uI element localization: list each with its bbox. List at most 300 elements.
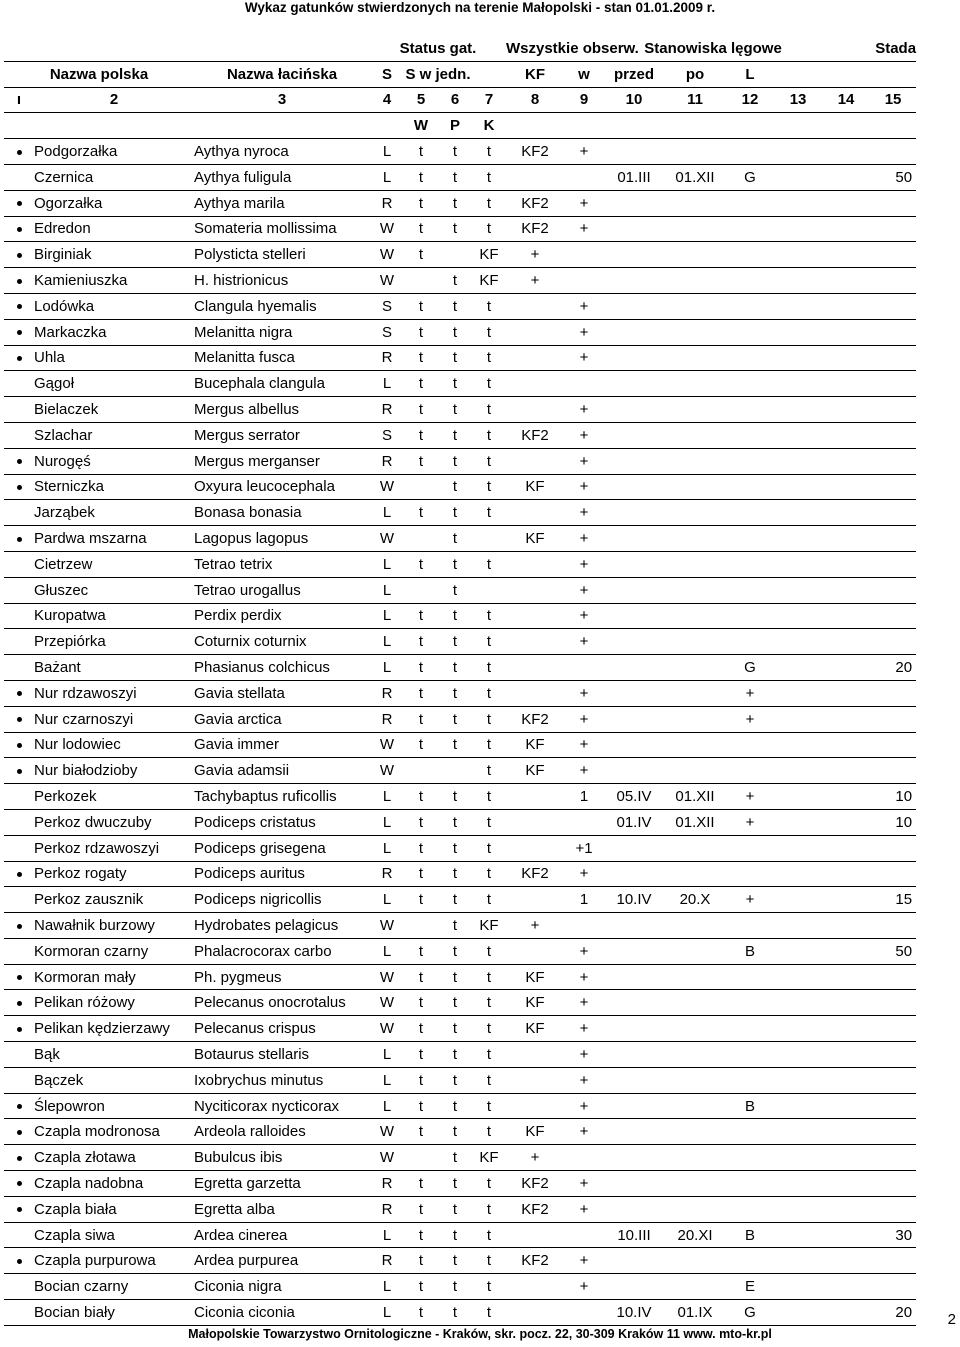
table-cell: + bbox=[564, 526, 604, 552]
stada-value bbox=[870, 758, 916, 784]
latin-name: Ciconia ciconia bbox=[194, 1300, 370, 1326]
column-number: 3 bbox=[194, 87, 370, 113]
table-cell: t bbox=[472, 345, 506, 371]
table-cell bbox=[726, 913, 774, 939]
page-footer: Małopolskie Towarzystwo Ornitologiczne - Kraków, skr. pocz. 22, 30-309 Kraków 11 www. mto-kr.pl bbox=[188, 1327, 772, 1341]
table-cell: + bbox=[564, 1067, 604, 1093]
table-cell: W bbox=[370, 732, 404, 758]
table-cell: t bbox=[438, 268, 472, 294]
table-cell: t bbox=[472, 319, 506, 345]
table-cell bbox=[404, 474, 438, 500]
table-cell: t bbox=[438, 1119, 472, 1145]
bullet-dot-icon bbox=[17, 924, 22, 929]
table-row bbox=[4, 680, 916, 706]
table-cell: t bbox=[438, 1042, 472, 1068]
stada-value bbox=[870, 964, 916, 990]
table-cell: W bbox=[370, 1119, 404, 1145]
table-cell bbox=[604, 1042, 664, 1068]
bullet-dot-icon bbox=[17, 975, 22, 980]
polish-name: Kuropatwa bbox=[34, 603, 194, 629]
table-cell: t bbox=[404, 1067, 438, 1093]
table-row bbox=[4, 1196, 916, 1222]
polish-name: Nur lodowiec bbox=[34, 732, 194, 758]
latin-name: Gavia arctica bbox=[194, 706, 370, 732]
bullet-dot-icon bbox=[17, 1104, 22, 1109]
latin-name: Podiceps cristatus bbox=[194, 809, 370, 835]
polish-name: Pardwa mszarna bbox=[34, 526, 194, 552]
table-cell: t bbox=[438, 1300, 472, 1326]
table-cell bbox=[726, 268, 774, 294]
stada-value: 50 bbox=[870, 938, 916, 964]
table-cell: t bbox=[472, 964, 506, 990]
latin-name: Podiceps nigricollis bbox=[194, 887, 370, 913]
table-cell: t bbox=[472, 861, 506, 887]
latin-name: Phasianus colchicus bbox=[194, 655, 370, 681]
polish-name: Nawałnik burzowy bbox=[34, 913, 194, 939]
table-cell bbox=[664, 242, 726, 268]
table-cell bbox=[822, 422, 870, 448]
table-cell: 1 bbox=[564, 784, 604, 810]
latin-name: Aythya marila bbox=[194, 190, 370, 216]
table-cell: t bbox=[404, 139, 438, 165]
table-cell: t bbox=[438, 448, 472, 474]
table-cell bbox=[506, 551, 564, 577]
bullet-cell bbox=[4, 216, 34, 242]
table-cell bbox=[822, 1119, 870, 1145]
table-cell: t bbox=[472, 397, 506, 423]
table-cell: t bbox=[438, 1067, 472, 1093]
table-cell bbox=[604, 268, 664, 294]
stada-value bbox=[870, 551, 916, 577]
table-cell bbox=[604, 964, 664, 990]
latin-name: Polysticta stelleri bbox=[194, 242, 370, 268]
header-k-col: K bbox=[472, 113, 506, 139]
table-cell: t bbox=[472, 474, 506, 500]
bullet-dot-icon bbox=[17, 485, 22, 490]
table-row bbox=[4, 319, 916, 345]
table-cell: 10.IV bbox=[604, 887, 664, 913]
table-cell: R bbox=[370, 345, 404, 371]
column-number: 14 bbox=[822, 87, 870, 113]
table-row bbox=[4, 345, 916, 371]
table-cell: L bbox=[370, 577, 404, 603]
table-cell bbox=[564, 164, 604, 190]
table-cell bbox=[774, 1248, 822, 1274]
table-cell: S bbox=[370, 319, 404, 345]
table-cell bbox=[564, 268, 604, 294]
table-cell: KF2 bbox=[506, 190, 564, 216]
table-cell bbox=[664, 938, 726, 964]
table-row bbox=[4, 242, 916, 268]
table-cell: t bbox=[472, 371, 506, 397]
table-cell bbox=[564, 242, 604, 268]
table-cell: L bbox=[370, 603, 404, 629]
table-cell: t bbox=[438, 629, 472, 655]
header-stada: Stada bbox=[822, 36, 916, 61]
table-cell bbox=[822, 629, 870, 655]
bullet-dot-icon bbox=[17, 1207, 22, 1212]
polish-name: Perkoz rogaty bbox=[34, 861, 194, 887]
bullet-cell bbox=[4, 1042, 34, 1068]
table-cell: W bbox=[370, 268, 404, 294]
bullet-cell bbox=[4, 345, 34, 371]
table-cell: W bbox=[370, 242, 404, 268]
column-number: 13 bbox=[774, 87, 822, 113]
stada-value bbox=[870, 139, 916, 165]
table-row bbox=[4, 603, 916, 629]
table-cell bbox=[404, 758, 438, 784]
table-cell bbox=[774, 1145, 822, 1171]
table-cell: 01.XII bbox=[664, 784, 726, 810]
bullet-cell bbox=[4, 268, 34, 294]
table-cell: t bbox=[438, 319, 472, 345]
table-cell bbox=[726, 964, 774, 990]
table-cell: + bbox=[564, 1248, 604, 1274]
bullet-dot-icon bbox=[17, 459, 22, 464]
stada-value bbox=[870, 242, 916, 268]
table-cell bbox=[822, 216, 870, 242]
polish-name: Lodówka bbox=[34, 293, 194, 319]
bullet-cell bbox=[4, 1093, 34, 1119]
table-cell: R bbox=[370, 706, 404, 732]
table-cell: L bbox=[370, 629, 404, 655]
table-cell bbox=[726, 758, 774, 784]
bullet-cell bbox=[4, 1222, 34, 1248]
table-cell bbox=[506, 1300, 564, 1326]
table-row bbox=[4, 938, 916, 964]
header-nazwa-lacinska: Nazwa łacińska bbox=[194, 61, 370, 87]
table-cell: KF bbox=[506, 758, 564, 784]
table-cell bbox=[472, 526, 506, 552]
table-row bbox=[4, 784, 916, 810]
table-cell bbox=[774, 706, 822, 732]
table-cell bbox=[726, 397, 774, 423]
table-cell: t bbox=[404, 1171, 438, 1197]
table-cell: t bbox=[438, 164, 472, 190]
latin-name: Melanitta fusca bbox=[194, 345, 370, 371]
table-cell: KF bbox=[472, 913, 506, 939]
latin-name: Somateria mollissima bbox=[194, 216, 370, 242]
table-cell bbox=[726, 732, 774, 758]
polish-name: Kamieniuszka bbox=[34, 268, 194, 294]
table-cell: R bbox=[370, 861, 404, 887]
stada-value bbox=[870, 913, 916, 939]
latin-name: H. histrionicus bbox=[194, 268, 370, 294]
bullet-dot-icon bbox=[17, 872, 22, 877]
stada-value bbox=[870, 371, 916, 397]
latin-name: Pelecanus crispus bbox=[194, 1016, 370, 1042]
bullet-dot-icon bbox=[17, 150, 22, 155]
table-row bbox=[4, 1119, 916, 1145]
table-cell bbox=[604, 655, 664, 681]
table-cell: L bbox=[370, 1274, 404, 1300]
table-cell bbox=[506, 835, 564, 861]
bullet-cell bbox=[4, 629, 34, 655]
stada-value: 10 bbox=[870, 784, 916, 810]
table-cell bbox=[726, 1196, 774, 1222]
table-cell: KF2 bbox=[506, 706, 564, 732]
table-cell: t bbox=[472, 1248, 506, 1274]
bullet-dot-icon bbox=[17, 253, 22, 258]
stada-value: 15 bbox=[870, 887, 916, 913]
table-cell: t bbox=[472, 1196, 506, 1222]
stada-value: 50 bbox=[870, 164, 916, 190]
stada-value bbox=[870, 1145, 916, 1171]
table-cell: t bbox=[404, 784, 438, 810]
table-cell: t bbox=[438, 835, 472, 861]
table-cell bbox=[774, 1042, 822, 1068]
table-row bbox=[4, 732, 916, 758]
polish-name: Ślepowron bbox=[34, 1093, 194, 1119]
latin-name: Gavia stellata bbox=[194, 680, 370, 706]
table-cell: B bbox=[726, 1093, 774, 1119]
stada-value bbox=[870, 397, 916, 423]
table-cell bbox=[822, 371, 870, 397]
latin-name: Ardeola ralloides bbox=[194, 1119, 370, 1145]
polish-name: Uhla bbox=[34, 345, 194, 371]
table-cell: t bbox=[438, 938, 472, 964]
table-cell bbox=[404, 913, 438, 939]
table-cell: 01.XII bbox=[664, 809, 726, 835]
bullet-cell bbox=[4, 242, 34, 268]
table-cell: t bbox=[404, 1222, 438, 1248]
table-cell: t bbox=[404, 216, 438, 242]
latin-name: Egretta garzetta bbox=[194, 1171, 370, 1197]
table-cell bbox=[774, 990, 822, 1016]
polish-name: Jarząbek bbox=[34, 500, 194, 526]
table-cell: t bbox=[438, 913, 472, 939]
stada-value bbox=[870, 1196, 916, 1222]
bullet-dot-icon bbox=[17, 1156, 22, 1161]
table-cell bbox=[604, 242, 664, 268]
polish-name: Perkoz rdzawoszyi bbox=[34, 835, 194, 861]
table-cell: t bbox=[404, 732, 438, 758]
table-cell bbox=[774, 887, 822, 913]
table-cell bbox=[822, 293, 870, 319]
stada-value bbox=[870, 268, 916, 294]
latin-name: Bucephala clangula bbox=[194, 371, 370, 397]
header-wszystkie-obserw: Wszystkie obserw. bbox=[506, 36, 604, 61]
header-row-names bbox=[4, 61, 916, 87]
latin-name: Hydrobates pelagicus bbox=[194, 913, 370, 939]
table-cell: + bbox=[564, 422, 604, 448]
table-cell: W bbox=[370, 474, 404, 500]
table-cell bbox=[774, 551, 822, 577]
table-cell: t bbox=[438, 784, 472, 810]
stada-value: 10 bbox=[870, 809, 916, 835]
table-cell bbox=[506, 629, 564, 655]
bullet-cell bbox=[4, 835, 34, 861]
bullet-dot-icon bbox=[17, 691, 22, 696]
bullet-cell bbox=[4, 964, 34, 990]
stada-value bbox=[870, 1067, 916, 1093]
table-cell: W bbox=[370, 990, 404, 1016]
polish-name: Nur czarnoszyi bbox=[34, 706, 194, 732]
table-cell: W bbox=[370, 526, 404, 552]
table-cell: + bbox=[726, 706, 774, 732]
column-number: 12 bbox=[726, 87, 774, 113]
table-cell: t bbox=[472, 139, 506, 165]
table-cell: + bbox=[506, 268, 564, 294]
table-cell bbox=[664, 526, 726, 552]
table-cell bbox=[664, 1171, 726, 1197]
table-cell bbox=[506, 1274, 564, 1300]
table-cell bbox=[604, 422, 664, 448]
table-cell: t bbox=[472, 164, 506, 190]
table-cell bbox=[506, 397, 564, 423]
table-cell: t bbox=[438, 1222, 472, 1248]
polish-name: Bocian czarny bbox=[34, 1274, 194, 1300]
table-cell: t bbox=[404, 990, 438, 1016]
table-row bbox=[4, 835, 916, 861]
table-cell bbox=[604, 1274, 664, 1300]
table-cell: L bbox=[370, 938, 404, 964]
table-cell bbox=[564, 1300, 604, 1326]
table-row bbox=[4, 1274, 916, 1300]
table-cell: + bbox=[564, 680, 604, 706]
table-cell bbox=[822, 1300, 870, 1326]
polish-name: Nur białodzioby bbox=[34, 758, 194, 784]
table-cell: t bbox=[438, 1274, 472, 1300]
table-cell bbox=[774, 500, 822, 526]
table-cell bbox=[726, 1171, 774, 1197]
bullet-dot-icon bbox=[17, 279, 22, 284]
table-cell: + bbox=[564, 577, 604, 603]
table-cell bbox=[664, 190, 726, 216]
table-cell: t bbox=[472, 603, 506, 629]
latin-name: Ph. pygmeus bbox=[194, 964, 370, 990]
latin-name: Tachybaptus ruficollis bbox=[194, 784, 370, 810]
polish-name: Podgorzałka bbox=[34, 139, 194, 165]
table-cell bbox=[726, 1145, 774, 1171]
table-cell: KF2 bbox=[506, 1248, 564, 1274]
polish-name: Pelikan różowy bbox=[34, 990, 194, 1016]
table-cell: t bbox=[438, 345, 472, 371]
table-cell bbox=[822, 164, 870, 190]
table-cell bbox=[604, 603, 664, 629]
table-cell bbox=[774, 216, 822, 242]
header-status-gat: Status gat. bbox=[370, 36, 506, 61]
table-cell bbox=[822, 1067, 870, 1093]
table-cell bbox=[774, 139, 822, 165]
table-row bbox=[4, 964, 916, 990]
table-cell bbox=[726, 603, 774, 629]
column-number: 11 bbox=[664, 87, 726, 113]
bullet-cell bbox=[4, 913, 34, 939]
table-cell: t bbox=[404, 938, 438, 964]
table-cell bbox=[604, 397, 664, 423]
table-cell: t bbox=[438, 371, 472, 397]
polish-name: Kormoran czarny bbox=[34, 938, 194, 964]
table-cell: + bbox=[564, 1093, 604, 1119]
table-cell: t bbox=[472, 655, 506, 681]
table-cell bbox=[774, 242, 822, 268]
table-cell bbox=[726, 577, 774, 603]
table-cell bbox=[664, 397, 726, 423]
table-cell: + bbox=[564, 448, 604, 474]
table-cell: t bbox=[438, 1248, 472, 1274]
bullet-cell bbox=[4, 448, 34, 474]
stada-value bbox=[870, 1042, 916, 1068]
polish-name: Bocian biały bbox=[34, 1300, 194, 1326]
table-cell: + bbox=[564, 216, 604, 242]
table-cell: t bbox=[438, 1196, 472, 1222]
table-cell: + bbox=[506, 1145, 564, 1171]
table-cell bbox=[774, 190, 822, 216]
table-cell bbox=[664, 1093, 726, 1119]
column-number: ı bbox=[4, 87, 34, 113]
column-number: 7 bbox=[472, 87, 506, 113]
table-cell: t bbox=[438, 551, 472, 577]
table-row bbox=[4, 1248, 916, 1274]
table-cell: t bbox=[404, 1042, 438, 1068]
table-cell: L bbox=[370, 164, 404, 190]
bullet-cell bbox=[4, 371, 34, 397]
table-row bbox=[4, 1145, 916, 1171]
polish-name: Nurogęś bbox=[34, 448, 194, 474]
bullet-dot-icon bbox=[17, 1130, 22, 1135]
table-cell: t bbox=[472, 835, 506, 861]
table-cell: t bbox=[404, 397, 438, 423]
latin-name: Oxyura leucocephala bbox=[194, 474, 370, 500]
table-cell bbox=[774, 603, 822, 629]
polish-name: Bielaczek bbox=[34, 397, 194, 423]
table-cell bbox=[774, 629, 822, 655]
bullet-dot-icon bbox=[17, 537, 22, 542]
table-cell bbox=[822, 603, 870, 629]
bullet-dot-icon bbox=[17, 717, 22, 722]
table-cell bbox=[664, 732, 726, 758]
table-cell bbox=[822, 913, 870, 939]
table-cell bbox=[506, 293, 564, 319]
latin-name: Bubulcus ibis bbox=[194, 1145, 370, 1171]
table-cell: + bbox=[726, 784, 774, 810]
table-cell bbox=[774, 758, 822, 784]
table-cell: + bbox=[564, 732, 604, 758]
table-cell: + bbox=[564, 345, 604, 371]
latin-name: Lagopus lagopus bbox=[194, 526, 370, 552]
table-cell bbox=[822, 964, 870, 990]
bullet-dot-icon bbox=[17, 1027, 22, 1032]
table-cell bbox=[664, 629, 726, 655]
table-cell: t bbox=[438, 680, 472, 706]
polish-name: Birginiak bbox=[34, 242, 194, 268]
table-cell: KF bbox=[506, 964, 564, 990]
table-cell: t bbox=[438, 422, 472, 448]
table-cell bbox=[726, 474, 774, 500]
table-cell bbox=[404, 526, 438, 552]
table-cell: KF2 bbox=[506, 1196, 564, 1222]
table-cell: t bbox=[404, 164, 438, 190]
table-cell: t bbox=[472, 1016, 506, 1042]
table-cell: + bbox=[564, 758, 604, 784]
table-cell bbox=[604, 448, 664, 474]
latin-name: Perdix perdix bbox=[194, 603, 370, 629]
bullet-cell bbox=[4, 680, 34, 706]
table-cell: t bbox=[404, 551, 438, 577]
table-cell bbox=[774, 474, 822, 500]
table-cell: + bbox=[564, 474, 604, 500]
bullet-dot-icon bbox=[17, 304, 22, 309]
table-cell bbox=[604, 1145, 664, 1171]
table-cell bbox=[604, 732, 664, 758]
bullet-cell bbox=[4, 474, 34, 500]
bullet-cell bbox=[4, 422, 34, 448]
polish-name: Gągoł bbox=[34, 371, 194, 397]
table-cell: + bbox=[564, 500, 604, 526]
table-cell bbox=[664, 758, 726, 784]
table-cell: + bbox=[564, 629, 604, 655]
